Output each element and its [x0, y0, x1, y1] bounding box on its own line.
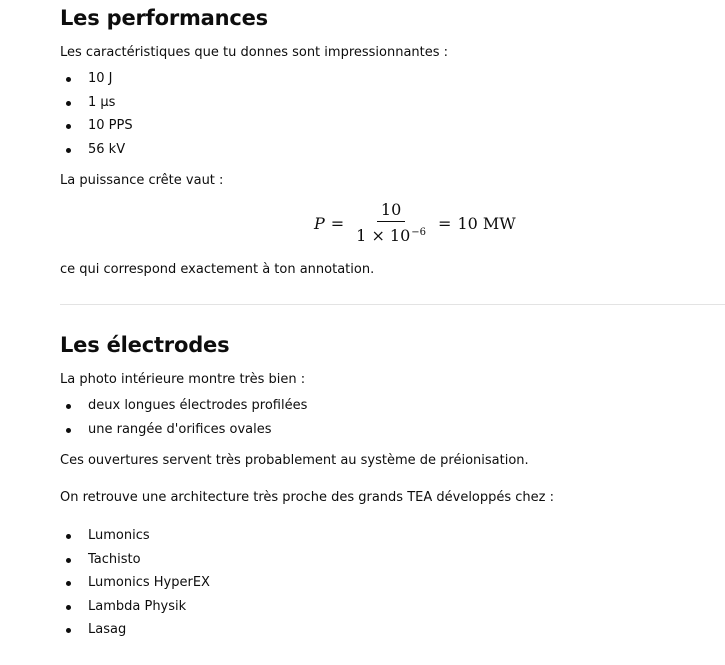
list-item: 10 PPS — [60, 118, 133, 142]
performances-intro: Les caractéristiques que tu donnes sont impressionnantes : — [60, 45, 449, 60]
list-item: Lumonics HyperEX — [60, 575, 210, 599]
performances-conclusion: ce qui correspond exactement à ton annotation. — [60, 262, 375, 277]
formula-equals: = — [438, 213, 452, 233]
list-item: 10 J — [60, 71, 133, 95]
formula-denominator-exponent: −6 — [411, 227, 427, 238]
list-item: 56 kV — [60, 142, 133, 166]
electrodes-intro: La photo intérieure montre très bien : — [60, 372, 306, 387]
list-item: Lambda Physik — [60, 599, 210, 623]
heading-electrodes: Les électrodes — [60, 333, 230, 357]
heading-performances: Les performances — [60, 6, 268, 30]
electrodes-comparison: On retrouve une architecture très proche des grands TEA développés chez : — [60, 490, 555, 505]
specs-list — [60, 71, 133, 165]
formula-equals: = — [330, 213, 345, 233]
electrodes-purpose: Ces ouvertures servent très probablement au système de préionisation. — [60, 453, 529, 468]
list-item: 1 µs — [60, 95, 133, 119]
features-list — [60, 398, 307, 446]
power-formula — [314, 200, 516, 246]
section-divider — [60, 304, 725, 305]
formula-denominator — [352, 222, 430, 245]
list-item: une rangée d'orifices ovales — [60, 422, 307, 446]
list-item: Lasag — [60, 622, 210, 646]
manufacturers-list — [60, 528, 210, 646]
list-item: deux longues électrodes profilées — [60, 398, 307, 422]
formula-numerator: 10 — [377, 201, 405, 222]
formula-fraction — [352, 201, 430, 245]
formula-denominator-base: 1 × 10 — [356, 226, 411, 245]
list-item: Lumonics — [60, 528, 210, 552]
formula-lhs: P — [314, 213, 325, 233]
formula-result: 10 MW — [457, 213, 516, 233]
power-intro: La puissance crête vaut : — [60, 173, 224, 188]
list-item: Tachisto — [60, 552, 210, 576]
